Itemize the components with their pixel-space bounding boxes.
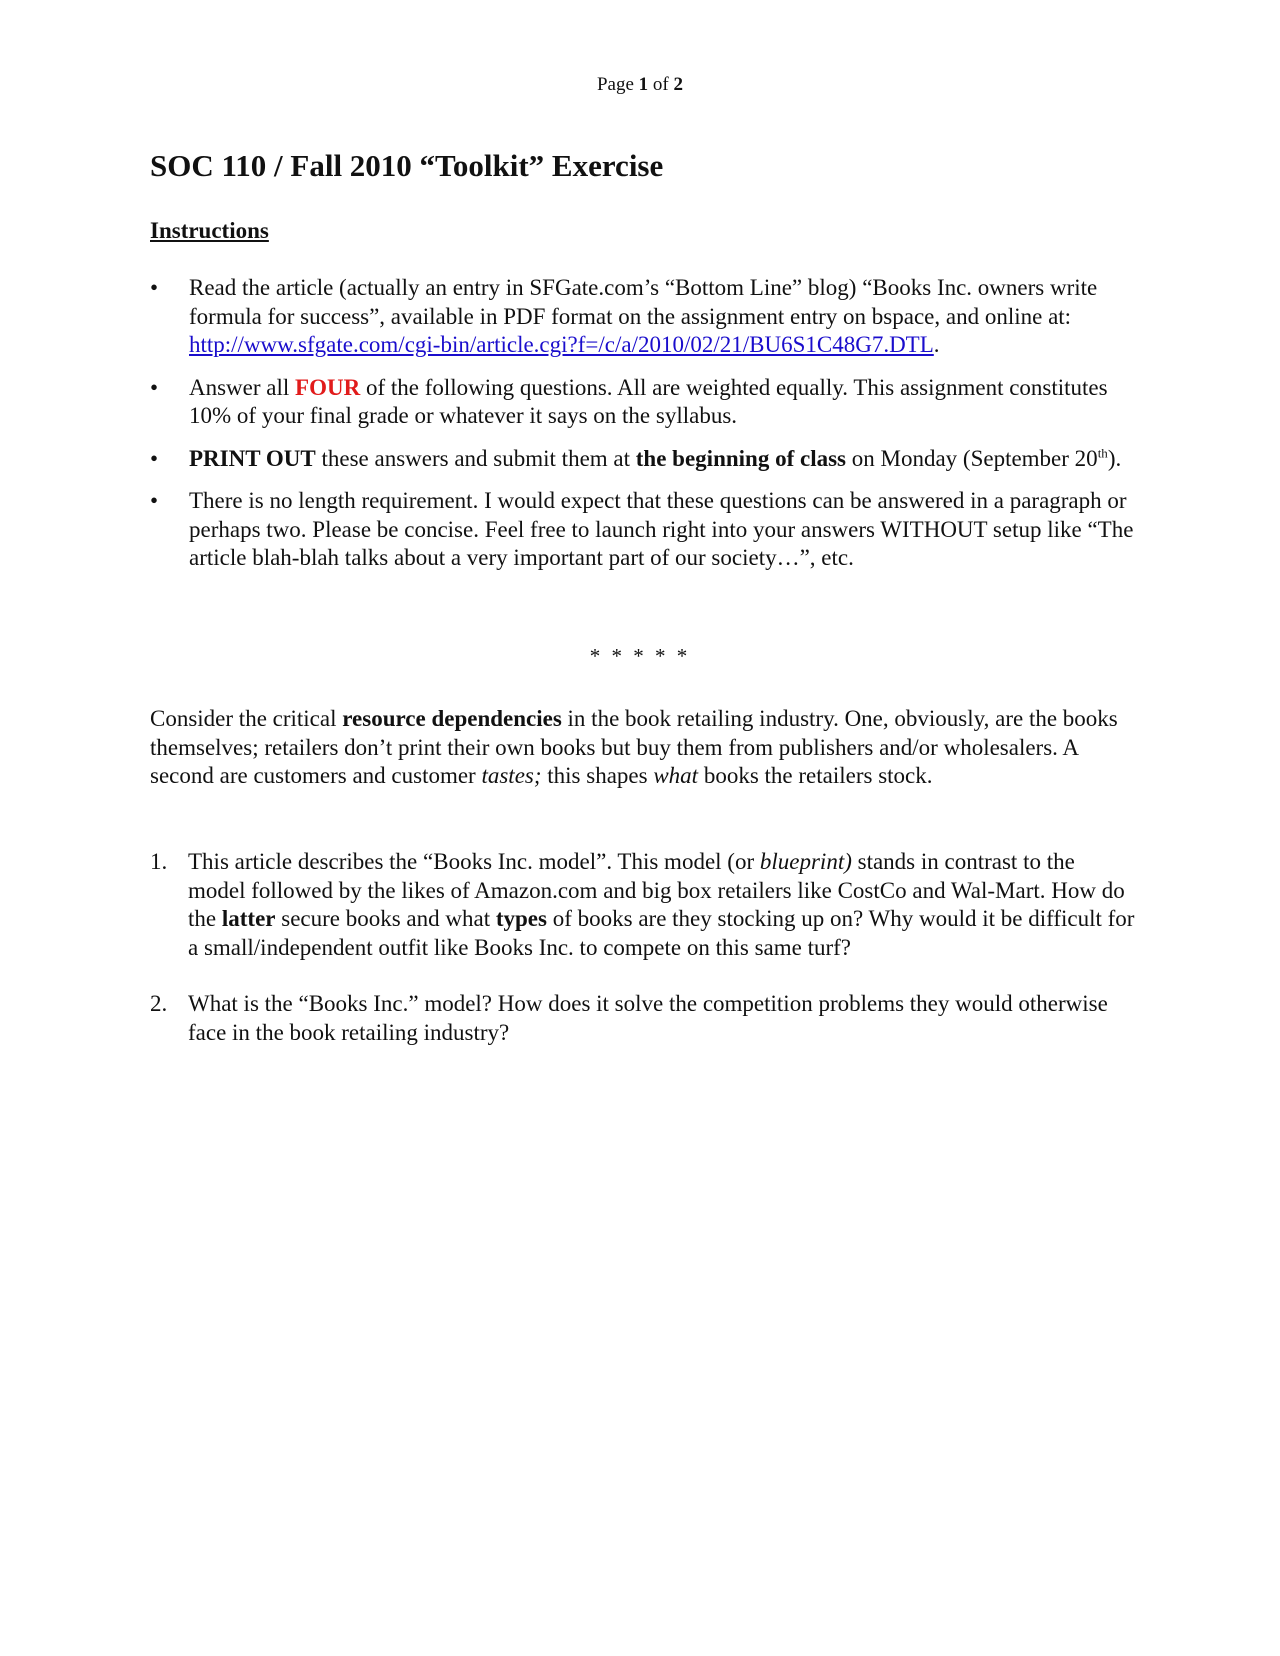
types-emphasis: types	[495, 906, 547, 931]
bullet-icon: •	[150, 275, 159, 300]
intro-paragraph	[150, 705, 1135, 791]
question-text: What is the “Books Inc.” model? How does it solve the competition problems they would otherwise face in the book retailing industry?	[188, 991, 1108, 1045]
question-number: 2.	[150, 991, 168, 1016]
resource-dependencies-emphasis: resource dependencies	[342, 706, 562, 731]
intro-text: in the book retailing industry. One, obviously, are the books themselves; retailers don’t print their own books but buy them from publishers and/or wholesalers. A second are customers and customer	[150, 706, 1118, 788]
instructions-heading: Instructions	[150, 218, 269, 243]
page-total: 2	[673, 74, 683, 95]
beginning-of-class-emphasis: the beginning of class	[635, 445, 846, 471]
instruction-item-read-article	[150, 274, 1135, 360]
question-number: 1.	[150, 849, 168, 874]
section-separator: * * * * *	[589, 644, 691, 668]
instruction-item-length	[150, 487, 1135, 573]
instruction-text: on Monday (September 20	[846, 445, 1098, 471]
instruction-text: ).	[1107, 445, 1122, 471]
question-item-1	[150, 848, 1135, 962]
bullet-icon: •	[150, 374, 159, 400]
intro-text: Consider the critical	[150, 706, 343, 731]
instruction-item-answer-all	[150, 374, 1135, 431]
latter-emphasis: latter	[221, 906, 276, 931]
article-link[interactable]: http://www.sfgate.com/cgi-bin/article.cgi?f=/c/a/2010/02/21/BU6S1C48G7.DTL	[189, 332, 934, 357]
question-text: This article describes the “Books Inc. model”. This model (or	[188, 849, 760, 874]
instructions-list	[150, 274, 1135, 587]
ordinal-suffix: th	[1097, 444, 1108, 460]
page-current: 1	[638, 74, 649, 95]
bullet-icon: •	[150, 445, 159, 471]
document-title: SOC 110 / Fall 2010 “Toolkit” Exercise	[150, 148, 664, 183]
instruction-text: of the following questions. All are weighted equally. This assignment constitutes 10% of your final grade or whatever it says on the syllabus.	[189, 374, 1108, 428]
instruction-text: There is no length requirement. I would expect that these questions can be answered in a paragraph or perhaps two. Please be concise. Feel free to launch right into your answers WITHOUT setup like “The article blah-blah talks about a very important part of our society…”, etc.	[189, 488, 1134, 570]
instruction-text: Answer all	[189, 374, 296, 400]
page-of: of	[652, 74, 669, 95]
page-number	[0, 74, 1280, 96]
instruction-text: these answers and submit them at	[315, 445, 636, 471]
question-text: secure books and what	[275, 906, 496, 931]
what-emphasis: what	[653, 763, 699, 788]
print-out-emphasis: PRINT OUT	[189, 445, 316, 471]
four-emphasis: FOUR	[295, 374, 361, 400]
questions-list	[150, 848, 1135, 1075]
instruction-item-print-out	[150, 445, 1135, 474]
blueprint-emphasis: blueprint)	[759, 849, 852, 874]
question-text: stands in contrast to the model followed by the likes of Amazon.com and big box retailers like CostCo and Wal-Mart. How do the	[188, 849, 1125, 931]
instruction-text: Read the article (actually an entry in SFGate.com’s “Bottom Line” blog) “Books Inc. owners write formula for success”, available in PDF format on the assignment entry on bspace, and online at:	[189, 275, 1098, 329]
tastes-emphasis: tastes;	[481, 763, 542, 788]
intro-text: this shapes	[541, 763, 654, 788]
intro-text: books the retailers stock.	[698, 763, 933, 788]
question-text: of books are they stocking up on? Why would it be difficult for a small/independent outfit like Books Inc. to compete on this same turf?	[188, 906, 1135, 960]
punctuation: .	[933, 332, 940, 357]
question-item-2	[150, 990, 1135, 1047]
page-word: Page	[596, 74, 634, 95]
bullet-icon: •	[150, 488, 159, 513]
